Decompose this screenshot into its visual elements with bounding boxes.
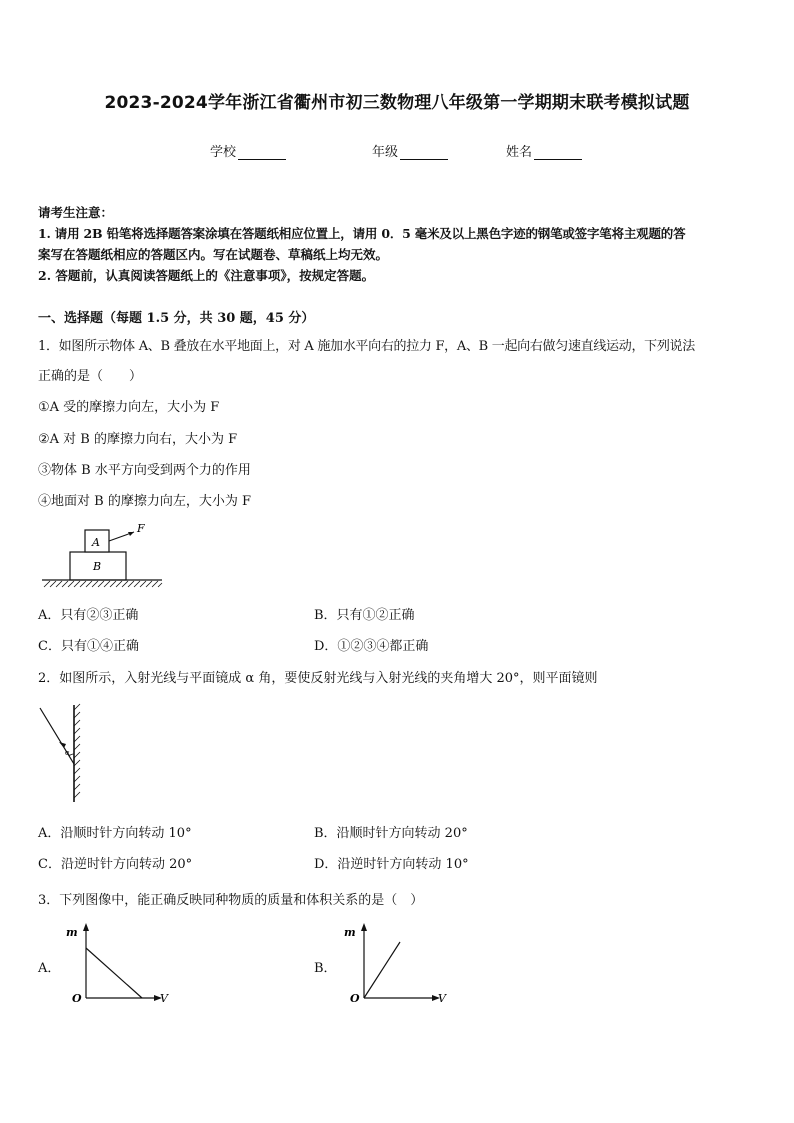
- section-heading: 一、选择题（每题 1.5 分，共 30 题，45 分）: [38, 311, 315, 326]
- q3-stem: 3．下列图像中，能正确反映同种物质的质量和体积关系的是（ ）: [38, 893, 424, 908]
- q1-option-b[interactable]: B．只有①②正确: [314, 608, 415, 623]
- q1-option-c[interactable]: C．只有①④正确: [38, 639, 139, 654]
- mirror-hatching: [74, 704, 80, 798]
- y-axis-arrowhead: [83, 923, 89, 931]
- axis-m-label: m: [66, 926, 78, 939]
- axis-m-label: m: [344, 926, 356, 939]
- school-blank[interactable]: [238, 145, 286, 160]
- q1-figure: [38, 520, 168, 592]
- q1-statement-3: ③物体 B 水平方向受到两个力的作用: [38, 463, 251, 478]
- q3-graph-a[interactable]: [62, 920, 180, 1008]
- school-field[interactable]: [210, 141, 286, 160]
- q2-option-b[interactable]: B．沿顺时针方向转动 20°: [314, 826, 468, 841]
- q1-statement-2: ②A 对 B 的摩擦力向右，大小为 F: [38, 432, 238, 447]
- notice-line1: 1. 请用 2B 铅笔将选择题答案涂填在答题纸相应位置上，请用 0．5 毫米及以上黑色字迹的钢笔或签字笔将主观题的答: [38, 226, 686, 241]
- label-a: A: [92, 536, 100, 549]
- grade-blank[interactable]: [400, 145, 448, 160]
- q2-mirror-figure: [36, 702, 92, 806]
- ground-hatching: [44, 581, 162, 587]
- alpha-label: α: [65, 749, 70, 757]
- grade-field[interactable]: [372, 141, 448, 160]
- q2-option-c[interactable]: C．沿逆时针方向转动 20°: [38, 857, 193, 872]
- y-axis-arrowhead: [361, 923, 367, 931]
- axis-v-label: V: [160, 992, 168, 1005]
- q2-option-d[interactable]: D．沿逆时针方向转动 10°: [314, 857, 469, 872]
- q1-stem-line1: 1．如图所示物体 A、B 叠放在水平地面上，对 A 施加水平向右的拉力 F，A、B 一起向右做匀速直线运动，下列说法: [38, 339, 695, 354]
- q2-stem: 2．如图所示，入射光线与平面镜成 α 角，要使反射光线与入射光线的夹角增大 20°，则平面镜则: [38, 671, 598, 686]
- name-field[interactable]: [506, 141, 582, 160]
- grade-label: 年级: [372, 145, 399, 160]
- q1-statement-1: ①A 受的摩擦力向左，大小为 F: [38, 400, 220, 415]
- school-label: 学校: [210, 145, 237, 160]
- axis-v-label: V: [438, 992, 446, 1005]
- q3-graph-b[interactable]: [340, 920, 458, 1008]
- notice-line1b: 案写在答题纸相应的答题区内。写在试题卷、草稿纸上均无效。: [38, 247, 389, 262]
- name-blank[interactable]: [534, 145, 582, 160]
- q2-option-a[interactable]: A．沿顺时针方向转动 10°: [38, 826, 192, 841]
- name-label: 姓名: [506, 145, 533, 160]
- notice-line2: 2. 答题前，认真阅读答题纸上的《注意事项》，按规定答题。: [38, 268, 375, 283]
- page-title: 2023-2024学年浙江省衢州市初三数物理八年级第一学期期末联考模拟试题: [104, 93, 690, 113]
- origin-label: O: [350, 992, 360, 1005]
- label-f: F: [137, 522, 145, 535]
- q3-option-a-label[interactable]: A．: [38, 961, 61, 976]
- notice-heading: 请考生注意：: [38, 205, 114, 220]
- graph-line: [364, 942, 400, 998]
- graph-line: [86, 948, 142, 998]
- incident-arrowhead: [59, 742, 66, 748]
- q1-option-a[interactable]: A．只有②③正确: [38, 608, 139, 623]
- label-b: B: [93, 560, 102, 573]
- q1-option-d[interactable]: D．①②③④都正确: [314, 639, 429, 654]
- q1-stem-line2: 正确的是（ ）: [38, 369, 143, 384]
- q3-option-b-label[interactable]: B．: [314, 961, 337, 976]
- q1-statement-4: ④地面对 B 的摩擦力向左，大小为 F: [38, 494, 251, 509]
- origin-label: O: [72, 992, 82, 1005]
